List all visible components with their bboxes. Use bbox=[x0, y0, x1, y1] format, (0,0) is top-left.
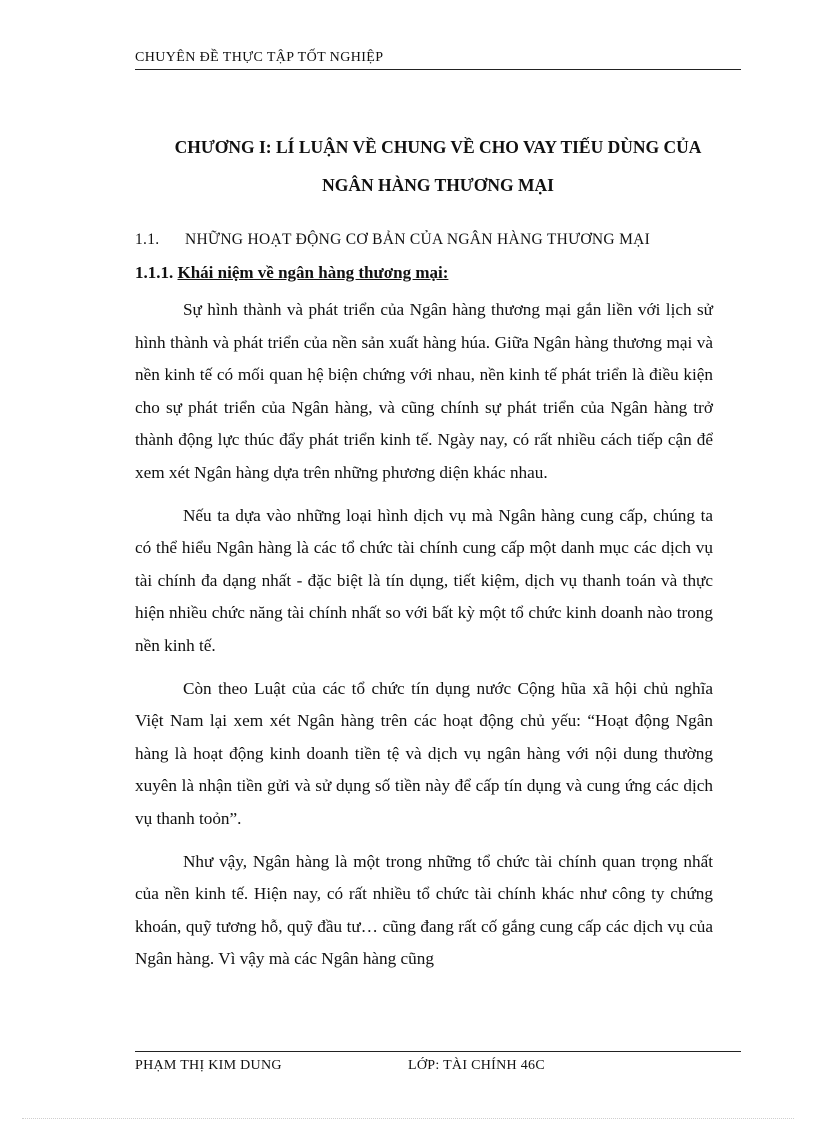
page-footer bbox=[135, 1051, 741, 1075]
body-text bbox=[135, 294, 713, 986]
chapter-title bbox=[120, 128, 756, 204]
paragraph: Nếu ta dựa vào những loại hình dịch vụ mà Ngân hàng cung cấp, chúng ta có thể hiểu Ngân hàng là các tổ chức tài chính cung cấp một danh mục các dịch vụ tài chính đa dạng nhất - đặc biệt là tín dụng, tiết kiệm, dịch vụ thanh toán và thực hiện nhiều chức năng tài chính nhất so với bất kỳ một tổ chức kinh doanh nào trong nền kinh tế. bbox=[135, 505, 713, 655]
paragraph: Như vậy, Ngân hàng là một trong những tổ chức tài chính quan trọng nhất của nền kinh tế. Hiện nay, có rất nhiều tổ chức tài chính khác như công ty chứng khoán, quỹ tương hỗ, quỹ đầu tư… cũng đang rất cố gắng cung cấp các dịch vụ của Ngân hàng. Vì vậy mà các Ngân hàng cũng bbox=[135, 851, 713, 968]
section-heading bbox=[135, 229, 755, 251]
footer-class: LỚP: TÀI CHÍNH 46C bbox=[408, 1058, 545, 1073]
page-header: CHUYÊN ĐỀ THỰC TẬP TỐT NGHIỆP bbox=[135, 49, 741, 70]
chapter-title-line-2: NGÂN HÀNG THƯƠNG MẠI bbox=[322, 175, 554, 195]
section-title: NHỮNG HOẠT ĐỘNG CƠ BẢN CỦA NGÂN HÀNG THƯƠNG MẠI bbox=[185, 231, 651, 248]
subsection-title: Khái niệm về ngân hàng thương mại: bbox=[177, 263, 449, 282]
subsection-heading bbox=[135, 260, 735, 286]
subsection-number: 1.1.1. bbox=[135, 263, 174, 282]
paragraph: Sự hình thành và phát triển của Ngân hàng thương mại gắn liền với lịch sử hình thành và phát triển của nền sản xuất hàng húa. Giữa Ngân hàng thương mại và nền kinh tế có mối quan hệ biện chứng với nhau, nền kinh tế phát triển là điều kiện cho sự phát triển của Ngân hàng, và cũng chính sự phát triển của Ngân hàng trở thành động lực thúc đẩy phát triển kinh tế. Ngày nay, có rất nhiều cách tiếp cận để xem xét Ngân hàng dựa trên những phương diện khác nhau. bbox=[135, 300, 713, 482]
paragraph: Còn theo Luật của các tổ chức tín dụng nước Cộng hũa xã hội chủ nghĩa Việt Nam lại xem xét Ngân hàng trên các hoạt động chủ yếu: “Hoạt động Ngân hàng là hoạt động kinh doanh tiền tệ và dịch vụ ngân hàng với nội dung thường xuyên là nhận tiền gửi và sử dụng số tiền này để cấp tín dụng và cung ứng các dịch vụ thanh toỏn”. bbox=[135, 678, 713, 828]
footer-author: PHẠM THỊ KIM DUNG bbox=[135, 1058, 282, 1073]
page-bottom-divider bbox=[22, 1118, 794, 1119]
section-number: 1.1. bbox=[135, 231, 160, 248]
chapter-title-line-1: CHƯƠNG I: LÍ LUẬN VỀ CHUNG VỀ CHO VAY TIẾU DÙNG CỦA bbox=[174, 137, 702, 157]
